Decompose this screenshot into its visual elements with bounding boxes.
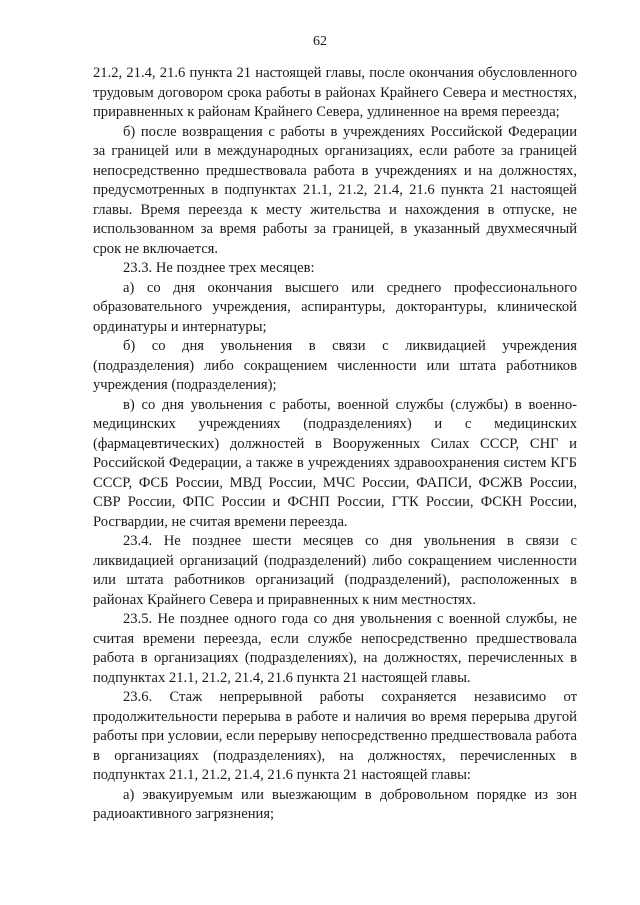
- paragraph-23-6-a: а) эвакуируемым или выезжающим в добровольном порядке из зон радиоактивного загрязнения;: [93, 786, 577, 822]
- paragraph-item-b-return-abroad: б) после возвращения с работы в учреждениях Российской Федерации за границей или в международных организациях, если работе за границей непосредственно предшествовала работа в учреждениях и на должностях, предусмотренных в подпунктах 21.1, 21.2, 21.4, 21.6 пункта 21 настоящей главы. Время переезда к месту жительства и нахождения в отпуске, не использованном за время работы за границей, в указанный двухмесячный срок не включается.: [93, 123, 577, 257]
- paragraph-23-3-c: в) со дня увольнения с работы, военной службы (службы) в военно-медицинских учреждениях (подразделениях) и с медицинских (фармацевтических) должностей в Вооруженных Силах СССР, СНГ и Российской Федерации, а также в учреждениях здравоохранения систем КГБ СССР, ФСБ России, МВД России, МЧС России, ФАПСИ, ФСЖВ России, СВР России, ФПС России и ФСНП России, ГТК России, ФСКН России, Росгвардии, не считая времени переезда.: [93, 396, 577, 530]
- paragraph-23-4: 23.4. Не позднее шести месяцев со дня увольнения в связи с ликвидацией организаций (подразделений) либо сокращением численности или штата работников организаций (подразделений), расположенных в районах Крайнего Севера и приравненных к ним местностях.: [93, 533, 577, 608]
- paragraph-23-5: 23.5. Не позднее одного года со дня увольнения с военной службы, не считая времени переезда, если службе непосредственно предшествовала работа в организациях (подразделениях), на должностях, перечисленных в подпунктах 21.1, 21.2, 21.4, 21.6 пункта 21 настоящей главы.: [93, 611, 577, 686]
- paragraph-23-3-heading: 23.3. Не позднее трех месяцев:: [123, 260, 315, 276]
- paragraph-continuation: 21.2, 21.4, 21.6 пункта 21 настоящей главы, после окончания обусловленного трудовым договором срока работы в районах Крайнего Севера и местностях, приравненных к районам Крайнего Севера, удлиненное на время переезда;: [93, 65, 577, 120]
- paragraph-23-6: 23.6. Стаж непрерывной работы сохраняется независимо от продолжительности перерыва в работе и наличия во время перерыва другой работы при условии, если перерыву непосредственно предшествовала работа в организациях (подразделениях), на должностях, перечисленных в подпунктах 21.1, 21.2, 21.4, 21.6 пункта 21 настоящей главы:: [93, 689, 577, 783]
- document-body: [93, 64, 577, 825]
- paragraph-23-3-b: б) со дня увольнения в связи с ликвидацией учреждения (подразделения) либо сокращением численности или штата работников учреждения (подразделения);: [93, 338, 577, 393]
- page-number: 62: [313, 34, 327, 49]
- paragraph-23-3-a: а) со дня окончания высшего или среднего профессионального образовательного учреждения, аспирантуры, докторантуры, клинической ординатуры и интернатуры;: [93, 279, 577, 335]
